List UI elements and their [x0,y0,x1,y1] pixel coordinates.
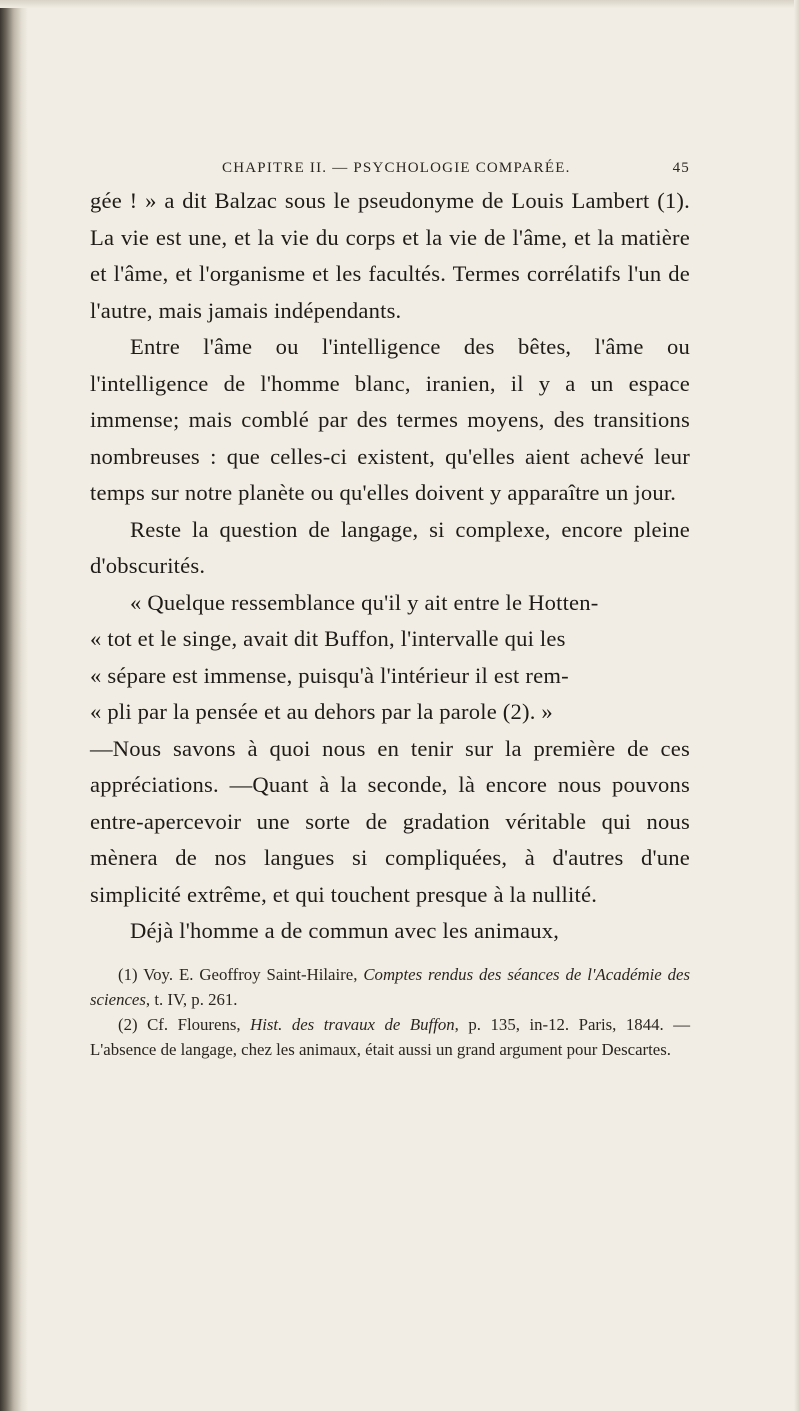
paragraph-4: —Nous savons à quoi nous en tenir sur la première de ces appréciations. —Quant à la seconde, là encore nous pouvons entre-apercevoir une sorte de gradation véritable qui nous mènera de nos langues si compliquées, à d'autres d'une simplicité extrême, et qui touchent presque à la nullité. [90,735,690,907]
paragraph-2: Entre l'âme ou l'intelligence des bêtes, l'âme ou l'intelligence de l'homme blanc, iranien, il y a un espace immense; mais comblé par des termes moyens, des transitions nombreuses : que celles-ci existent, qu'elles aient achevé leur temps sur notre planète ou qu'elles doivent y apparaître un jour. [90,334,690,505]
quote-line-1: « Quelque ressemblance qu'il y ait entre le Hotten- [130,589,599,615]
chapter-title: PSYCHOLOGIE COMPARÉE. [353,160,571,176]
quote-line-4: « pli par la pensée et au dehors par la parole (2). » [90,699,553,724]
paragraph-5: Déjà l'homme a de commun avec les animaux, [130,918,560,943]
quote-line-3: « sépare est immense, puisqu'à l'intérieur il est rem- [90,662,569,688]
footnote-2-prefix: (2) Cf. Flourens, [118,1014,251,1034]
chapter-label: CHAPITRE II. [222,160,328,176]
paragraph-1: gée ! » a dit Balzac sous le pseudonyme de Louis Lambert (1). La vie est une, et la vie du corps et la vie de l'âme, et la matière et l'âme, et l'organisme et les facultés. Termes corrélatifs l'un de l'autre, mais jamais indépendants. [90,188,690,323]
footnote-1-prefix: (1) Voy. E. Geoffroy Saint-Hilaire, [118,964,364,984]
quote-line-2: « tot et le singe, avait dit Buffon, l'intervalle qui les [90,626,566,651]
book-page [90,160,690,1062]
footnote-1 [90,962,690,1012]
footnote-1-suffix: , t. IV, p. 261. [145,989,238,1009]
paragraph-3: Reste la question de langage, si complexe, encore pleine d'obscurités. [90,516,690,578]
footnote-2-suffix: , p. 135, in-12. Paris, 1844. — L'absence de langage, chez les animaux, était aussi un grand argument pour Descartes. [90,1014,690,1059]
footnote-1-title: Comptes rendus des séances de l'Académie des sciences [90,964,690,1009]
page-number: 45 [672,160,690,176]
page-right-edge [794,0,800,1411]
book-binding-shadow [0,0,28,1411]
footnote-2-title: Hist. des travaux de Buffon [250,1014,455,1034]
running-title [90,160,673,177]
footnote-2 [90,1012,690,1062]
running-head [90,160,690,177]
footnotes [90,962,690,1062]
body-text [90,183,690,950]
header-dash: — [332,160,349,176]
page-top-edge [0,0,800,8]
